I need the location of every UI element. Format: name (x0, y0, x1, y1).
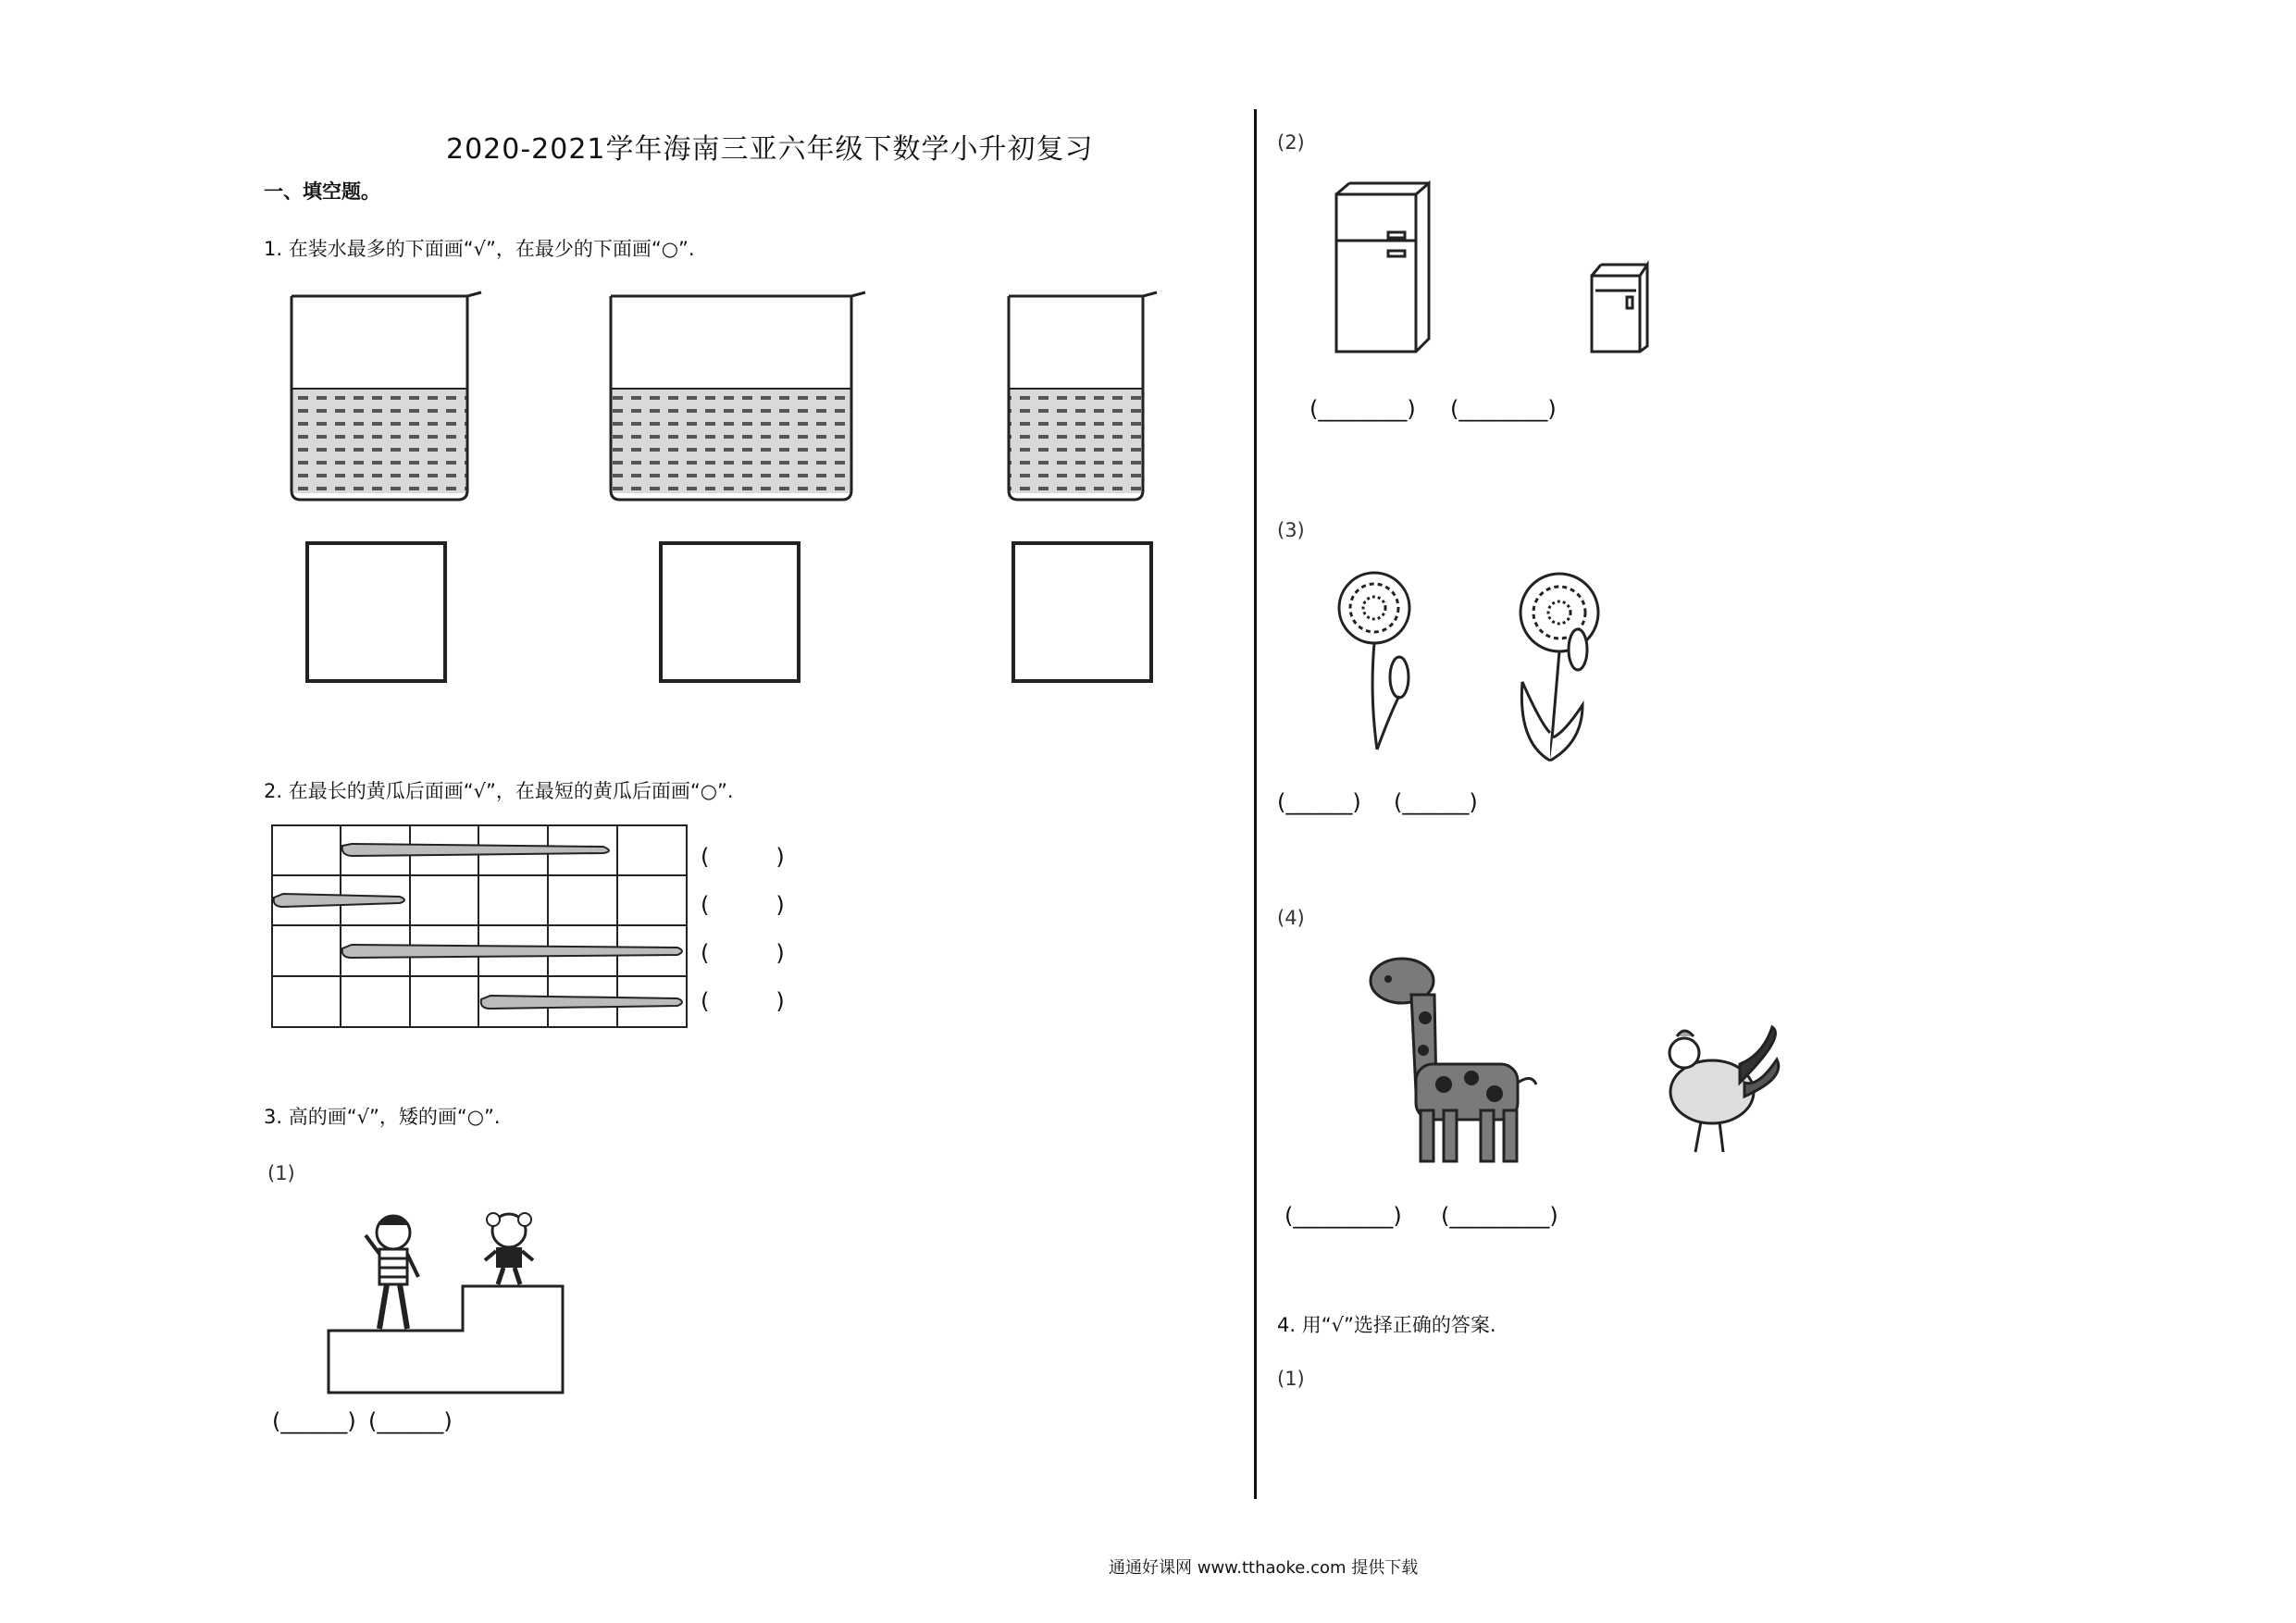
giraffe-rooster-figure (1351, 944, 1786, 1166)
question-2-text: 2. 在最长的黄瓜后面画“√”，在最短的黄瓜后面画“○”. (264, 780, 734, 802)
cucumber-4 (481, 996, 682, 1009)
cucumber-blank-3[interactable]: ( ) (701, 940, 785, 966)
q3-4-blank-2[interactable]: (_________) (1441, 1203, 1558, 1229)
cabinet (1592, 265, 1647, 352)
children-steps-figure (324, 1203, 574, 1399)
cucumber-blank-1[interactable]: ( ) (701, 844, 785, 870)
q3-1-blank-2[interactable]: (______) (368, 1408, 453, 1434)
answer-box-3[interactable] (1011, 541, 1153, 683)
part-label-4-1: (1) (1277, 1368, 1305, 1390)
flowers-figure (1333, 566, 1610, 770)
q3-2-blank-2[interactable]: (________) (1450, 396, 1557, 422)
section-heading: 一、填空题。 (264, 180, 380, 203)
fridge (1336, 183, 1429, 352)
column-divider (1254, 109, 1257, 1499)
page-footer: 通通好课网 www.tthaoke.com 提供下载 (1109, 1558, 1419, 1578)
q3-3-blank-1[interactable]: (______) (1277, 789, 1361, 815)
q3-3-blank-2[interactable]: (______) (1394, 789, 1478, 815)
q3-4-blank-1[interactable]: (_________) (1285, 1203, 1402, 1229)
beaker-2 (611, 292, 865, 500)
beaker-1 (292, 292, 481, 500)
beakers-figure (278, 289, 1166, 511)
page-title: 2020-2021学年海南三亚六年级下数学小升初复习 (446, 133, 1094, 166)
cucumber-1 (342, 844, 609, 856)
cucumber-grid-figure (270, 824, 696, 1032)
giraffe (1371, 959, 1536, 1161)
boy-figure (366, 1216, 418, 1329)
fridge-cabinet-figure (1333, 181, 1666, 357)
part-label-3-3: (3) (1277, 519, 1305, 541)
steps (329, 1286, 563, 1393)
answer-box-2[interactable] (659, 541, 800, 683)
short-flower (1339, 573, 1409, 750)
beaker-3 (1009, 292, 1157, 500)
girl-figure (485, 1213, 533, 1284)
q3-1-blank-1[interactable]: (______) (272, 1408, 356, 1434)
part-label-3-4: (4) (1277, 907, 1305, 929)
cucumber-2 (274, 894, 404, 907)
answer-box-1[interactable] (305, 541, 447, 683)
tall-flower (1520, 574, 1598, 761)
q3-2-blank-1[interactable]: (________) (1309, 396, 1416, 422)
cucumber-blank-2[interactable]: ( ) (701, 892, 785, 918)
question-3-text: 3. 高的画“√”，矮的画“○”. (264, 1106, 501, 1128)
cucumber-3 (342, 945, 682, 958)
question-1-text: 1. 在装水最多的下面画“√”，在最少的下面画“○”. (264, 238, 695, 260)
rooster (1669, 1027, 1779, 1152)
question-4-text: 4. 用“√”选择正确的答案. (1277, 1314, 1496, 1336)
part-label-3-1: (1) (267, 1162, 295, 1184)
part-label-3-2: (2) (1277, 131, 1305, 154)
cucumber-blank-4[interactable]: ( ) (701, 988, 785, 1014)
